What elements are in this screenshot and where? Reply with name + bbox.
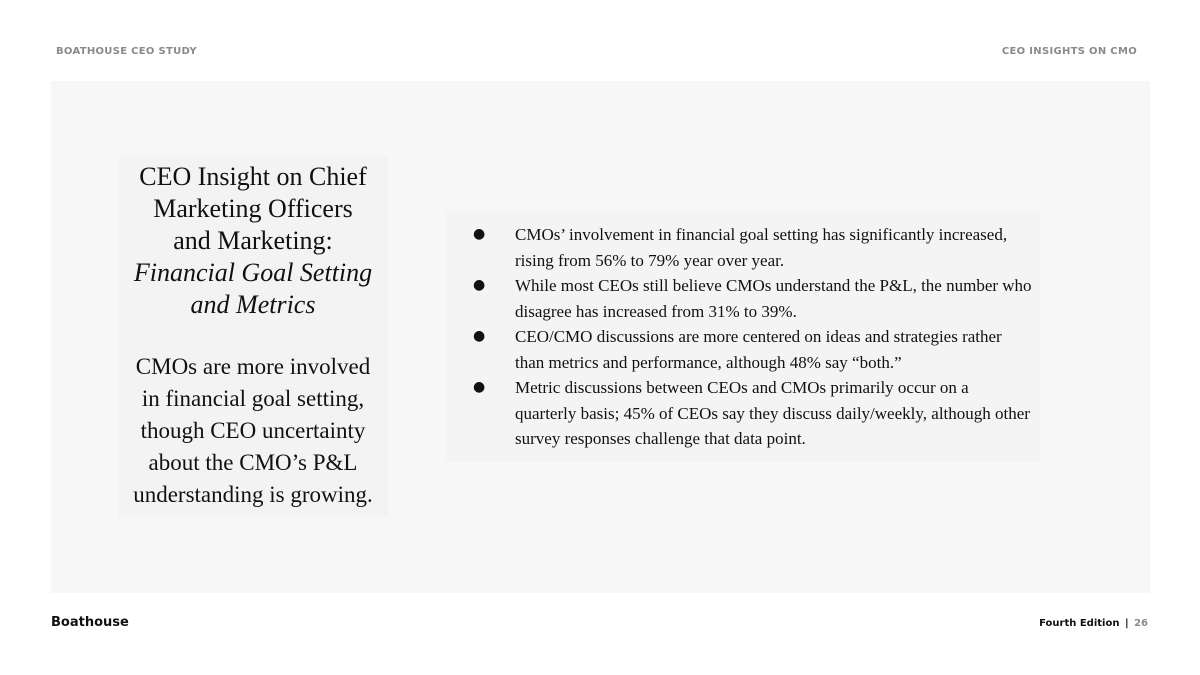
header-study-label: BOATHOUSE CEO STUDY: [56, 46, 197, 57]
footer-separator: |: [1124, 618, 1129, 629]
page-footer: [1039, 618, 1148, 629]
bullet-icon: ●: [473, 277, 486, 293]
subtitle-line: Financial Goal Setting: [133, 258, 373, 287]
finding-text: Metric discussions between CEOs and CMOs primarily occur on a quarterly basis; 45% of CEOs say they discuss daily/weekly, although other survey responses challenge that data point.: [515, 378, 1030, 448]
title-line: and Marketing:: [173, 226, 333, 255]
list-item: [445, 273, 1040, 324]
finding-text: CEO/CMO discussions are more centered on ideas and strategies rather than metrics and performance, although 48% say “both.”: [515, 327, 1002, 372]
slide-title: [118, 161, 388, 321]
findings-card: [445, 212, 1040, 462]
list-item: [445, 324, 1040, 375]
title-line: CEO Insight on Chief: [139, 162, 367, 191]
bullet-icon: ●: [473, 226, 486, 242]
key-takeaway: CMOs are more involved in financial goal setting, though CEO uncertainty about the CMO’s P&L understanding is growing.: [133, 354, 373, 507]
subtitle-line: and Metrics: [190, 290, 316, 319]
page-number: 26: [1134, 618, 1148, 629]
findings-list: [445, 212, 1040, 452]
brand-logo: Boathouse: [51, 615, 129, 630]
list-item: [445, 222, 1040, 273]
title-line: Marketing Officers: [153, 194, 353, 223]
bullet-icon: ●: [473, 328, 486, 344]
bullet-icon: ●: [473, 379, 486, 395]
edition-label: Fourth Edition: [1039, 618, 1120, 629]
header-section-label: CEO INSIGHTS ON CMO: [1001, 46, 1137, 57]
finding-text: CMOs’ involvement in financial goal setting has significantly increased, rising from 56% to 79% year over year.: [515, 225, 1008, 270]
list-item: [445, 375, 1040, 452]
finding-text: While most CEOs still believe CMOs understand the P&L, the number who disagree has increased from 31% to 39%.: [515, 276, 1032, 321]
headline-card: [118, 157, 388, 517]
